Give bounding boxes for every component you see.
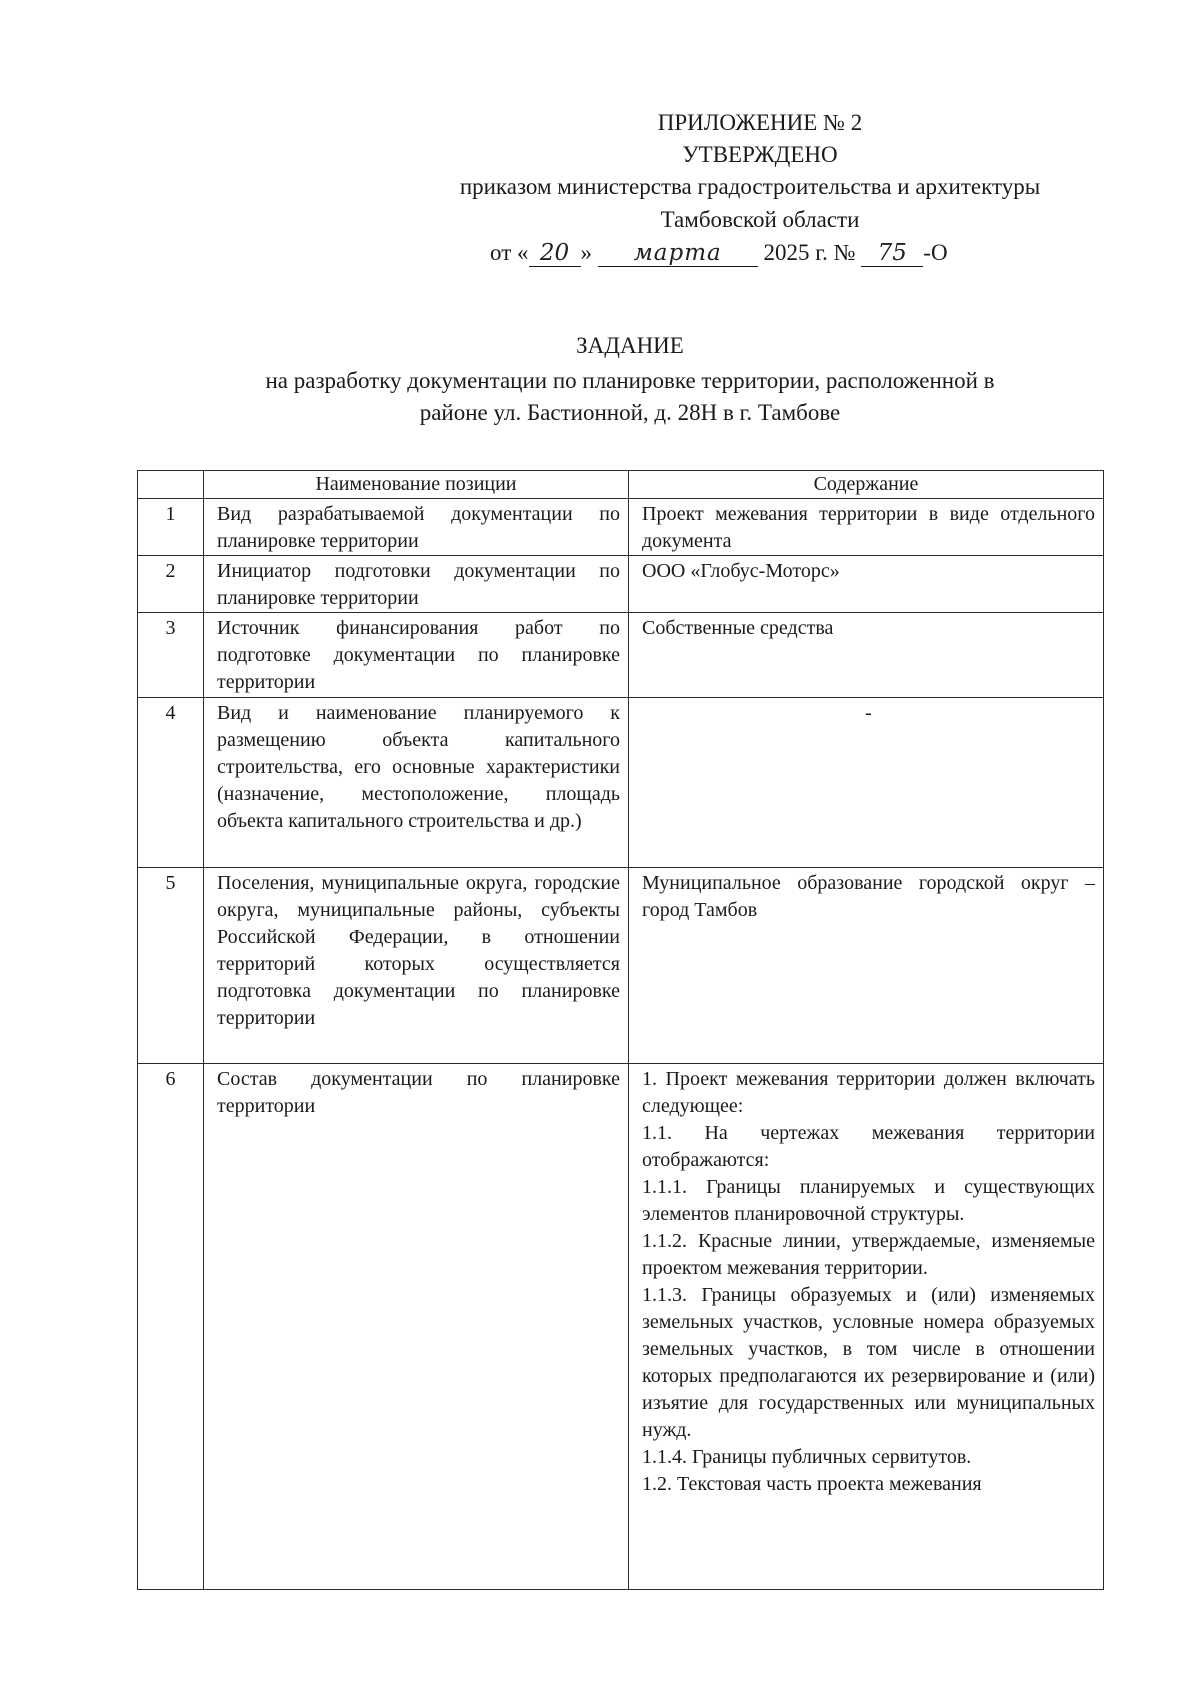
row-number: 3 [138,613,204,698]
row-name: Поселения, муниципальные округа, городские округа, муниципальные районы, субъекты Российской Федерации, в отношении территорий которых осуществляется подготовка документации по планировке территории [204,868,629,1064]
row-number: 4 [138,698,204,868]
document-subtitle-line2: районе ул. Бастионной, д. 28Н в г. Тамбове [419,400,841,425]
task-table [137,470,1104,1590]
content-line: 1.1.3. Границы образуемых и (или) изменяемых земельных участков, условные номера образуемых земельных участков, в том числе в отношении которых предполагаются их резервирование и (или) изъятие для государственных или муниципальных нужд. [642,1284,1095,1441]
document-subtitle-line1: на разработку документации по планировке территории, расположенной в [265,368,995,393]
content-line: 1.1.1. Границы планируемых и существующих элементов планировочной структуры. [642,1176,1095,1225]
handwritten-order-number: 75 [861,238,923,267]
appendix-label: ПРИЛОЖЕНИЕ № 2 [657,110,863,135]
region-name: Тамбовской области [660,207,860,232]
row-number: 2 [138,556,204,613]
row-name: Состав документации по планировке территории [204,1064,629,1590]
date-year: 2025 г. № [763,240,856,265]
content-line: 1.2. Текстовая часть проекта межевания [642,1473,982,1495]
task-table-wrapper [137,470,1104,1590]
table-row [138,868,1104,1064]
document-title: ЗАДАНИЕ [576,333,684,358]
table-row [138,556,1104,613]
date-prefix: от « [490,240,529,265]
handwritten-month: марта [598,238,758,267]
table-row [138,613,1104,698]
header-name-cell: Наименование позиции [204,471,629,499]
row-name: Инициатор подготовки документации по планировке территории [204,556,629,613]
row-content: Проект межевания территории в виде отдельного документа [629,499,1104,556]
row-number: 1 [138,499,204,556]
handwritten-day: 20 [529,238,581,267]
row-number: 5 [138,868,204,1064]
row-content: - [629,698,1104,868]
date-mid: » [580,240,592,265]
order-issuer: приказом министерства градостроительства и архитектуры [459,174,1041,199]
content-line: 1.1.4. Границы публичных сервитутов. [642,1446,972,1468]
row-name: Источник финансирования работ по подготовке документации по планировке территории [204,613,629,698]
content-line: 1.1.2. Красные линии, утверждаемые, изменяемые проектом межевания территории. [642,1230,1095,1279]
table-row [138,499,1104,556]
order-suffix: -О [923,240,948,265]
row-content: ООО «Глобус-Моторс» [629,556,1104,613]
row-name: Вид разрабатываемой документации по планировке территории [204,499,629,556]
content-line: 1.1. На чертежах межевания территории отображаются: [642,1122,1095,1171]
order-date-line [490,238,948,268]
content-line: 1. Проект межевания территории должен включать следующее: [642,1068,1095,1117]
table-header-row [138,471,1104,499]
row-content-list [629,1064,1104,1590]
row-number: 6 [138,1064,204,1590]
table-row [138,1064,1104,1590]
table-row [138,698,1104,868]
row-content: Собственные средства [629,613,1104,698]
row-name: Вид и наименование планируемого к размещению объекта капитального строительства, его основные характеристики (назначение, местоположение, площадь объекта капитального строительства и др.) [204,698,629,868]
header-content-cell: Содержание [629,471,1104,499]
header-num-cell [138,471,204,499]
approved-label: УТВЕРЖДЕНО [682,142,838,167]
row-content: Муниципальное образование городской округ – город Тамбов [629,868,1104,1064]
